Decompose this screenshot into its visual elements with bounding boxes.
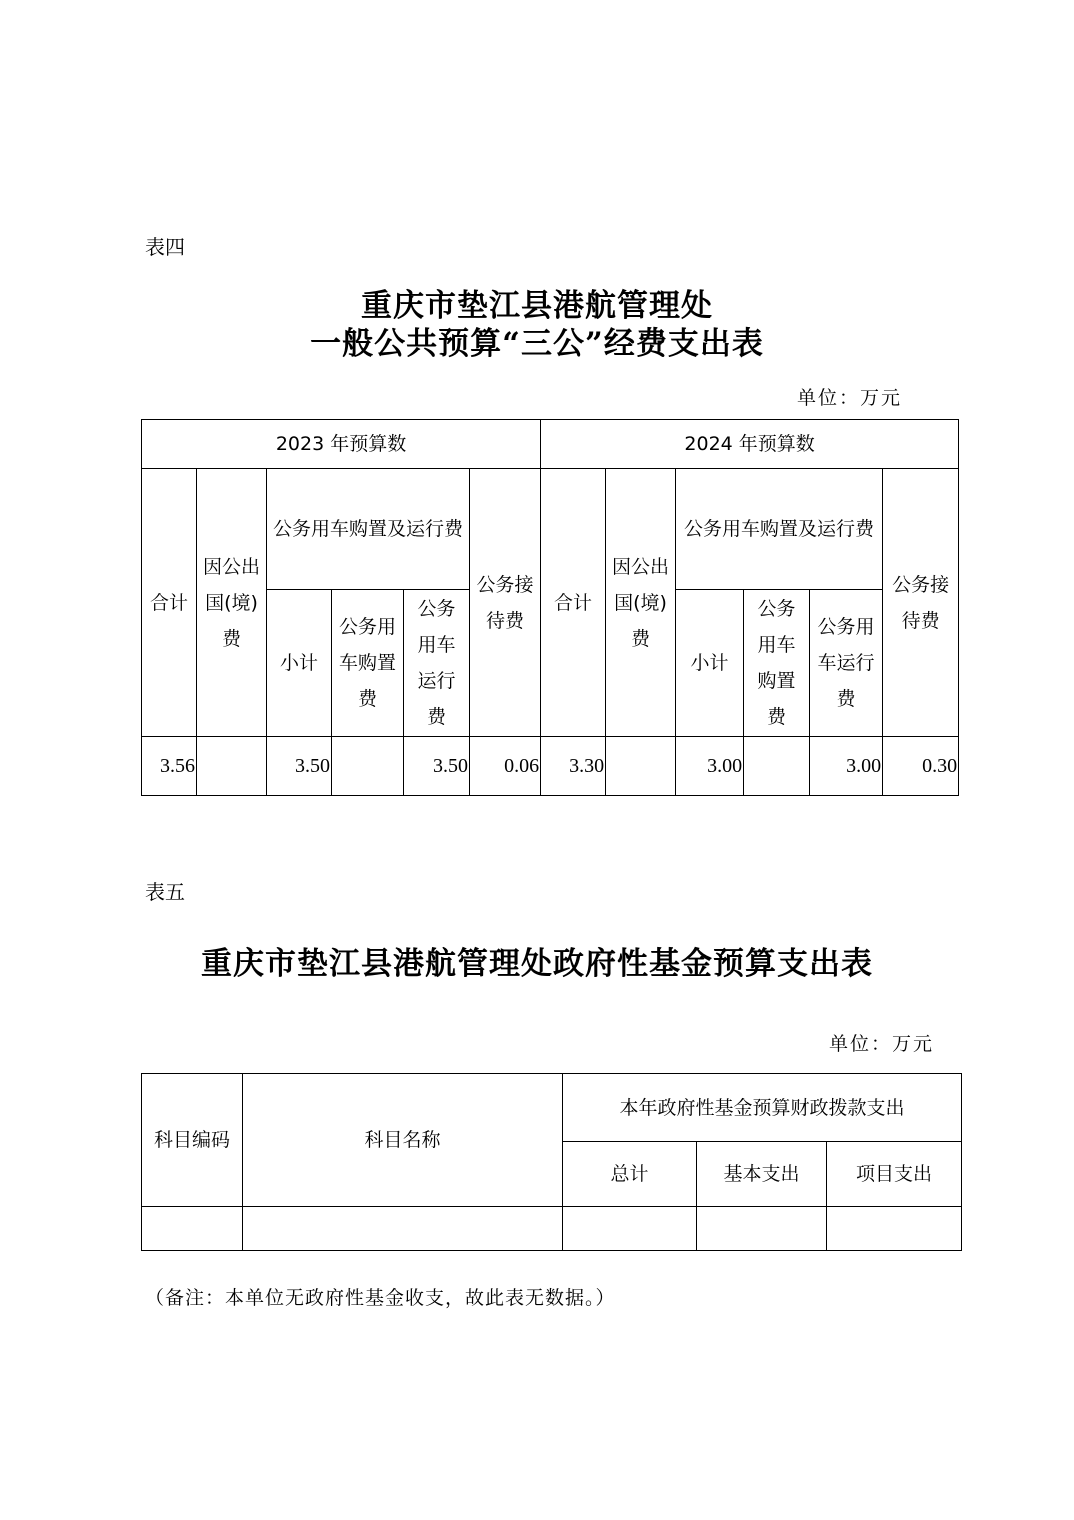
value-2024-subtotal: 3.00 <box>676 737 744 796</box>
value-2023-operation: 3.50 <box>404 737 470 796</box>
year-2024-header: 2024 年预算数 <box>541 420 959 469</box>
table4 <box>141 419 959 796</box>
value-2024-purchase <box>744 737 810 796</box>
total-header: 总计 <box>563 1142 697 1207</box>
table4-title-line2: 一般公共预算“三公”经费支出表 <box>310 326 764 362</box>
table5 <box>141 1073 962 1251</box>
empty-cell <box>563 1207 697 1251</box>
table4-title-line1: 重庆市垫江县港航管理处 <box>361 288 713 324</box>
empty-cell <box>243 1207 563 1251</box>
table5-unit: 单位：万元 <box>829 1033 935 1055</box>
table5-title: 重庆市垫江县港航管理处政府性基金预算支出表 <box>201 946 873 982</box>
abroad-header-2024: 因公出国(境)费 <box>606 469 676 737</box>
empty-cell <box>827 1207 962 1251</box>
value-2024-total: 3.30 <box>541 737 606 796</box>
total-header-2024: 合计 <box>541 469 606 737</box>
total-header-2023: 合计 <box>142 469 197 737</box>
abroad-header-2023: 因公出国(境)费 <box>197 469 267 737</box>
vehicle-header-2023: 公务用车购置及运行费 <box>267 469 470 590</box>
empty-cell <box>142 1207 243 1251</box>
value-2023-total: 3.56 <box>142 737 197 796</box>
subject-name-header: 科目名称 <box>243 1074 563 1207</box>
subtotal-header-2023: 小计 <box>267 590 332 737</box>
reception-header-2024: 公务接待费 <box>883 469 959 737</box>
value-2023-abroad <box>197 737 267 796</box>
reception-header-2023: 公务接待费 <box>470 469 541 737</box>
value-2023-subtotal: 3.50 <box>267 737 332 796</box>
basic-expenditure-header: 基本支出 <box>697 1142 827 1207</box>
year-2023-header: 2023 年预算数 <box>142 420 541 469</box>
value-2024-reception: 0.30 <box>883 737 959 796</box>
subtotal-header-2024: 小计 <box>676 590 744 737</box>
subject-code-header: 科目编码 <box>142 1074 243 1207</box>
vehicle-header-2024: 公务用车购置及运行费 <box>676 469 883 590</box>
value-2024-abroad <box>606 737 676 796</box>
project-expenditure-header: 项目支出 <box>827 1142 962 1207</box>
table4-label: 表四 <box>145 235 185 259</box>
table4-unit: 单位：万元 <box>797 387 903 409</box>
value-2023-purchase <box>332 737 404 796</box>
table5-label: 表五 <box>145 880 185 904</box>
purchase-header-2024: 公务用车购置费 <box>744 590 810 737</box>
empty-cell <box>697 1207 827 1251</box>
fund-expenditure-header: 本年政府性基金预算财政拨款支出 <box>563 1074 962 1142</box>
operation-header-2023: 公务用车运行费 <box>404 590 470 737</box>
purchase-header-2023: 公务用车购置费 <box>332 590 404 737</box>
table5-note: （备注：本单位无政府性基金收支，故此表无数据。） <box>145 1287 616 1309</box>
value-2024-operation: 3.00 <box>810 737 883 796</box>
operation-header-2024: 公务用车运行费 <box>810 590 883 737</box>
value-2023-reception: 0.06 <box>470 737 541 796</box>
